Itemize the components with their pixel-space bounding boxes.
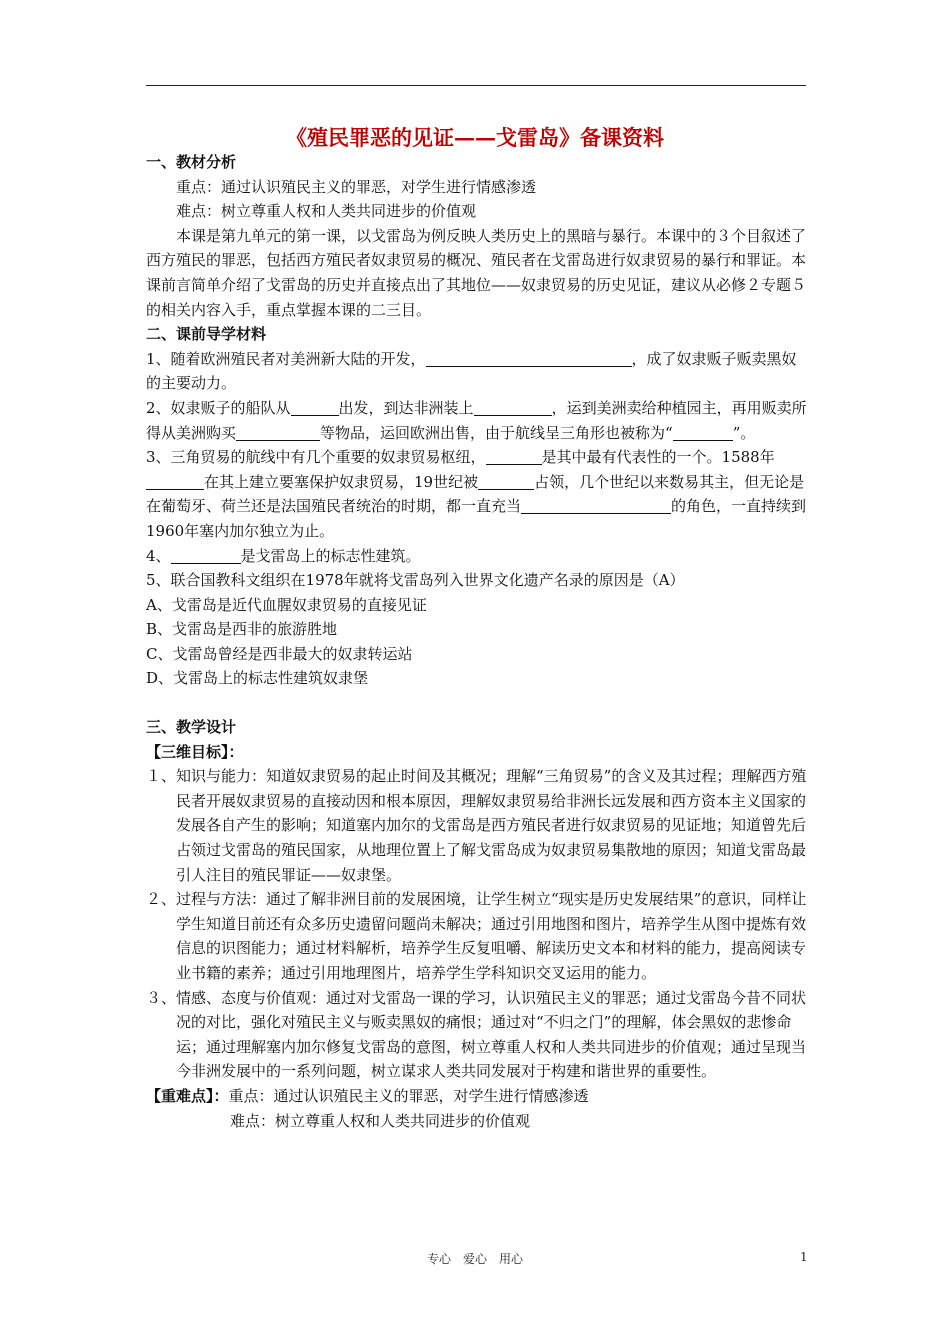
section1-heading: 一、教材分析 [146,153,237,171]
question-3-part-c: 在其上建立要塞保护奴隶贸易，19世纪被 [204,472,479,491]
goal-2 [146,887,810,985]
question-2-part-e: ”。 [732,423,756,442]
blank-field[interactable] [486,448,542,465]
blank-field[interactable] [521,497,671,514]
section2-heading: 二、课前导学材料 [146,325,267,344]
blank-field[interactable] [474,399,552,416]
blank-field[interactable] [478,473,534,490]
question-3-part-e: 的角色，一直持续到1960年塞内加尔独立为止。 [146,497,807,540]
spacer [146,691,810,715]
blank-field[interactable] [236,424,320,441]
key-difficult-label: 【重难点】： [146,1086,229,1105]
question-2-part-c: ，运到美洲卖给种植园主，再用贩卖所得从美洲购买 [146,398,807,442]
goal-1-text: 知识与能力：知道奴隶贸易的起止时间及其概况；理解“三角贸易”的含义及其过程；理解西方殖民者开展奴隶贸易的直接动因和根本原因，理解奴隶贸易给非洲长远发展和西方资本主义国家的发展各自产生的影响；知道塞内加尔的戈雷岛是西方殖民者进行奴隶贸易的见证地；知道曾先后占领过戈雷岛的殖民国家，从地理位置上了解戈雷岛成为奴隶贸易集散地的原因；知道戈雷岛最引人注目的殖民罪证——奴隶堡。 [176,767,807,884]
blank-field[interactable] [146,473,204,490]
document-body [146,150,810,1133]
difficult-point-text: 难点：树立尊重人权和人类共同进步的价值观 [230,1111,531,1130]
page-number: 1 [800,1250,808,1264]
document-title: 《殖民罪恶的见证——戈雷岛》备课资料 [286,125,664,150]
goal-3-text: 情感、态度与价值观：通过对戈雷岛一课的学习，认识殖民主义的罪恶；通过戈雷岛今昔不同状况的对比，强化对殖民主义与贩卖黑奴的痛恨；通过对“不归之门”的理解，体会黑奴的悲惨命运；通过理解塞内加尔修复戈雷岛的意图，树立尊重人权和人类共同进步的价值观；通过呈现当今非洲发展中的一系列问题，树立谋求人类共同发展对于构建和谐世界的重要性。 [176,988,807,1081]
question-1-part-a: 1、随着欧洲殖民者对美洲新大陆的开发， [146,349,426,368]
option-d: D、戈雷岛上的标志性建筑奴隶堡 [146,669,369,688]
option-c: C、戈雷岛曾经是西非最大的奴隶转运站 [146,644,413,663]
blank-field[interactable] [291,399,339,416]
section1-difficult-point: 难点：树立尊重人权和人类共同进步的价值观 [176,202,477,221]
blank-field[interactable] [171,547,241,564]
question-2-part-d: 等物品，运回欧洲出售，由于航线呈三角形也被称为“ [320,423,673,442]
question-3 [146,445,810,543]
question-4 [146,544,810,569]
goal-3 [146,986,810,1084]
option-a: A、戈雷岛是近代血腥奴隶贸易的直接见证 [146,595,427,614]
goal-1-number: １、 [146,767,177,786]
header-rule [146,85,806,86]
footer-text: 专心 爱心 用心 [426,1252,523,1266]
question-4-part-a: 4、 [146,546,171,565]
goals-label: 【三维目标】： [146,742,244,761]
key-difficult-row [146,1084,810,1109]
question-2-part-b: 出发，到达非洲装上 [338,398,474,417]
key-point-text: 重点：通过认识殖民主义的罪恶，对学生进行情感渗透 [228,1086,589,1105]
question-2 [146,396,810,445]
question-3-part-d: 占领，几个世纪以来数易其主，但无论是在葡萄牙、荷兰还是法国殖民者统治的时期，都一直充当 [146,472,805,516]
section1-key-point: 重点：通过认识殖民主义的罪恶，对学生进行情感渗透 [176,177,537,196]
goal-2-text: 过程与方法：通过了解非洲目前的发展困境，让学生树立“现实是历史发展结果”的意识，同样让学生知道目前还有众多历史遗留问题尚未解决；通过引用地图和图片，培养学生从图中提炼有效信息的识图能力；通过材料解析，培养学生反复咀嚼、解读历史文本和材料的能力，提高阅读专业书籍的素养；通过引用地理图片，培养学生学科知识交叉运用的能力。 [176,890,807,982]
blank-field[interactable] [426,350,632,367]
question-1-part-b: ，成了奴隶贩子贩卖黑奴的主要动力。 [146,349,797,393]
question-1 [146,347,810,396]
question-5: 5、联合国教科文组织在1978年就将戈雷岛列入世界文化遗产名录的原因是（A） [146,571,685,590]
question-2-part-a: 2、奴隶贩子的船队从 [146,398,291,417]
blank-field[interactable] [673,424,733,441]
question-4-part-b: 是戈雷岛上的标志性建筑。 [240,546,421,565]
section1-intro: 本课是第九单元的第一课，以戈雷岛为例反映人类历史上的黑暗与暴行。本课中的３个目叙述了西方殖民的罪恶，包括西方殖民者奴隶贸易的概况、殖民者在戈雷岛进行奴隶贸易的暴行和罪证。本课前言简单介绍了戈雷岛的历史并直接点出了其地位——奴隶贸易的历史见证，建议从必修２专题５的相关内容入手，重点掌握本课的二三目。 [146,226,807,319]
goal-1 [146,764,810,887]
goal-3-number: ３、 [146,988,177,1007]
goal-2-number: ２、 [146,890,177,909]
option-b: B、戈雷岛是西非的旅游胜地 [146,620,338,639]
section3-heading: 三、教学设计 [146,718,237,737]
question-3-part-b: 是其中最有代表性的一个。1588年 [541,448,775,467]
question-3-part-a: 3、三角贸易的航线中有几个重要的奴隶贸易枢纽， [146,448,486,467]
